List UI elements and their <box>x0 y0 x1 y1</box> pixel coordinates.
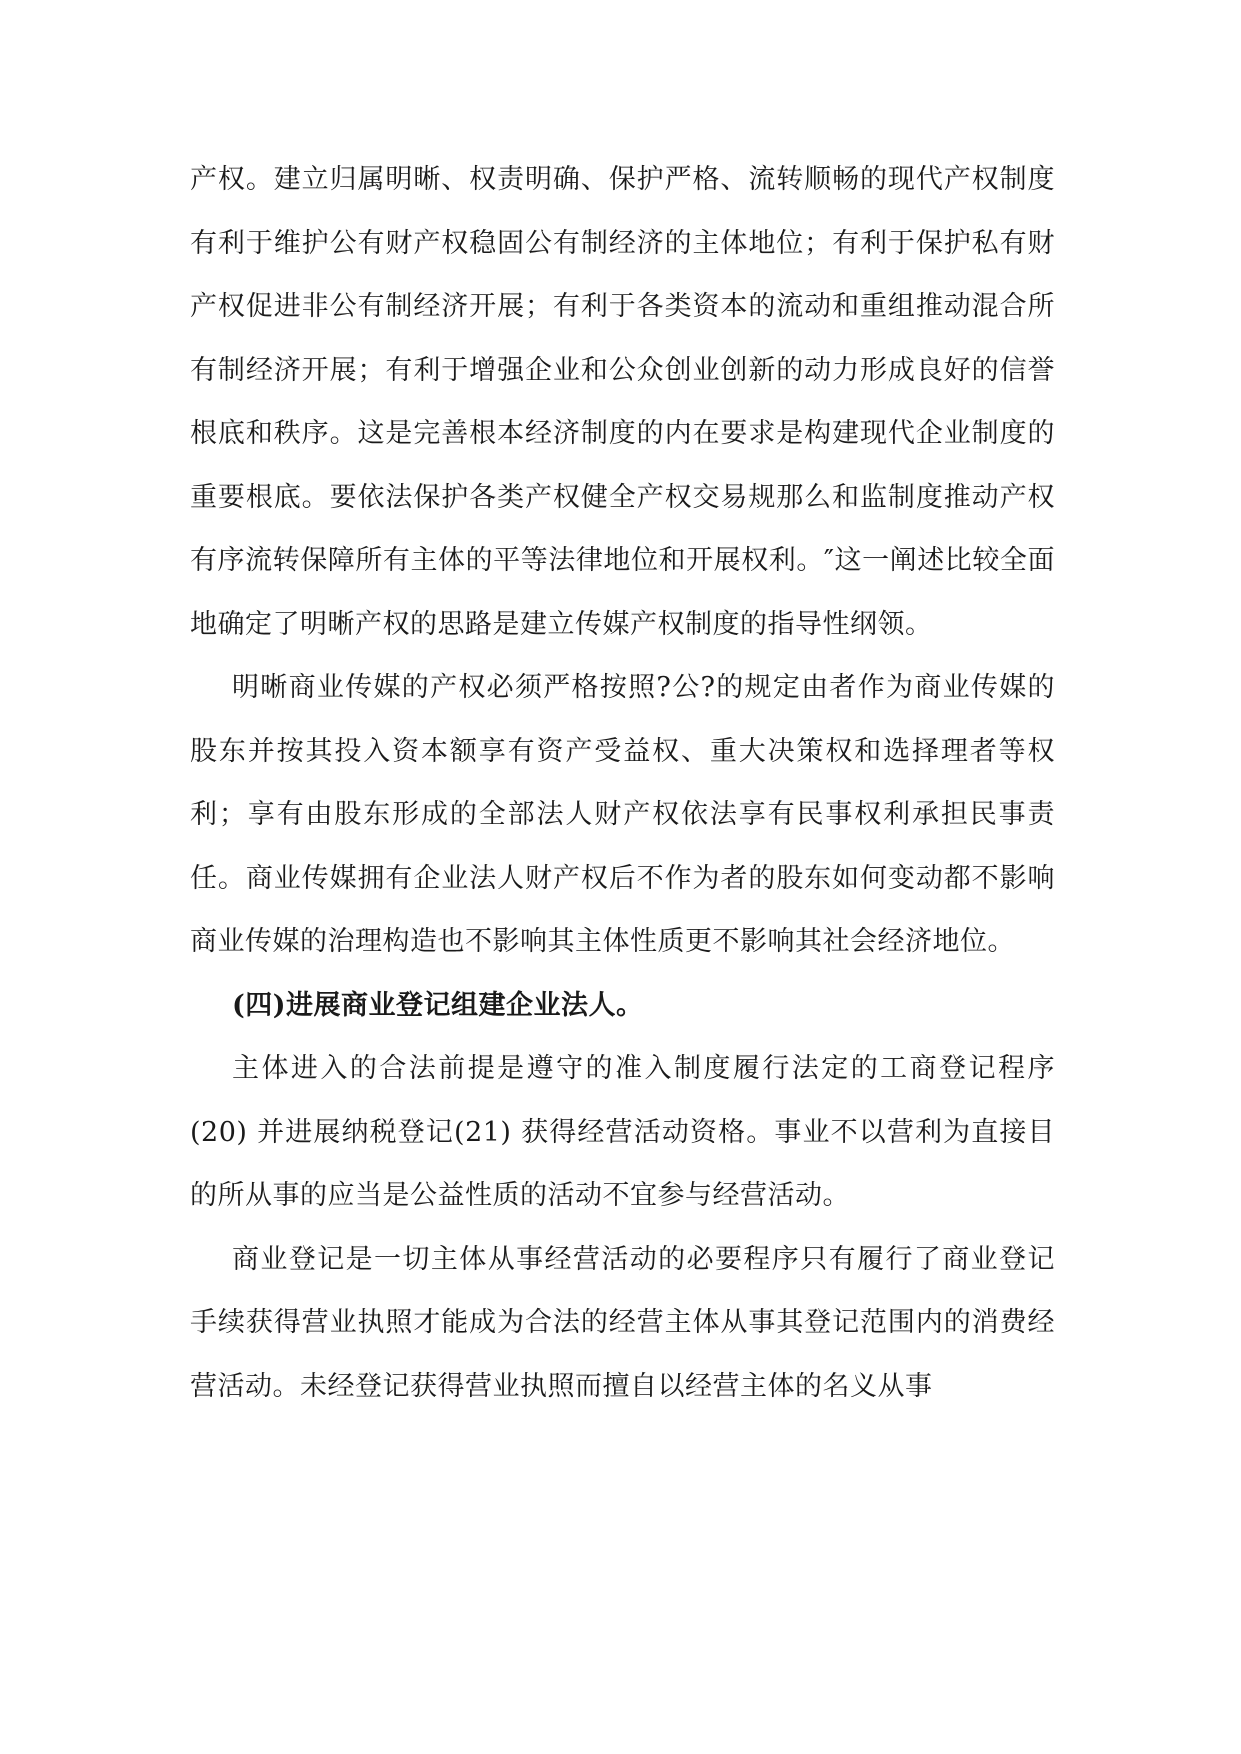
paragraph-commercial-registration: 商业登记是一切主体从事经营活动的必要程序只有履行了商业登记手续获得营业执照才能成为合法的经营主体从事其登记范围内的消费经营活动。未经登记获得营业执照而擅自以经营主体的名义从事 <box>190 1243 1055 1402</box>
paragraph-commercial-media-property: 明晰商业传媒的产权必须严格按照?公?的规定由者作为商业传媒的股东并按其投入资本额享有资产受益权、重大决策权和选择理者等权利；享有由股东形成的全部法人财产权依法享有民事权利承担民事责任。商业传媒拥有企业法人财产权后不作为者的股东如何变动都不影响商业传媒的治理构造也不影响其主体性质更不影响其社会经济地位。 <box>190 672 1055 957</box>
paragraph-property-rights-reform: 产权。建立归属明晰、权责明确、保护严格、流转顺畅的现代产权制度有利于维护公有财产权稳固公有制经济的主体地位；有利于保护私有财产权促进非公有制经济开展；有利于各类资本的流动和重组推动混合所有制经济开展；有利于增强企业和公众创业创新的动力形成良好的信誉根底和秩序。这是完善根本经济制度的内在要求是构建现代企业制度的重要根底。要依法保护各类产权健全产权交易规那么和监制度推动产权有序流转保障所有主体的平等法律地位和开展权利。″这一阐述比较全面地确定了明晰产权的思路是建立传媒产权制度的指导性纲领。 <box>190 164 1055 640</box>
document-body <box>190 148 1055 1418</box>
section-heading-commercial-registration: (四)进展商业登记组建企业法人。 <box>232 989 644 1021</box>
paragraph-market-entry: 主体进入的合法前提是遵守的准入制度履行法定的工商登记程序(20) 并进展纳税登记(21) 获得经营活动资格。事业不以营利为直接目的所从事的应当是公益性质的活动不宜参与经营活动。 <box>190 1053 1055 1211</box>
